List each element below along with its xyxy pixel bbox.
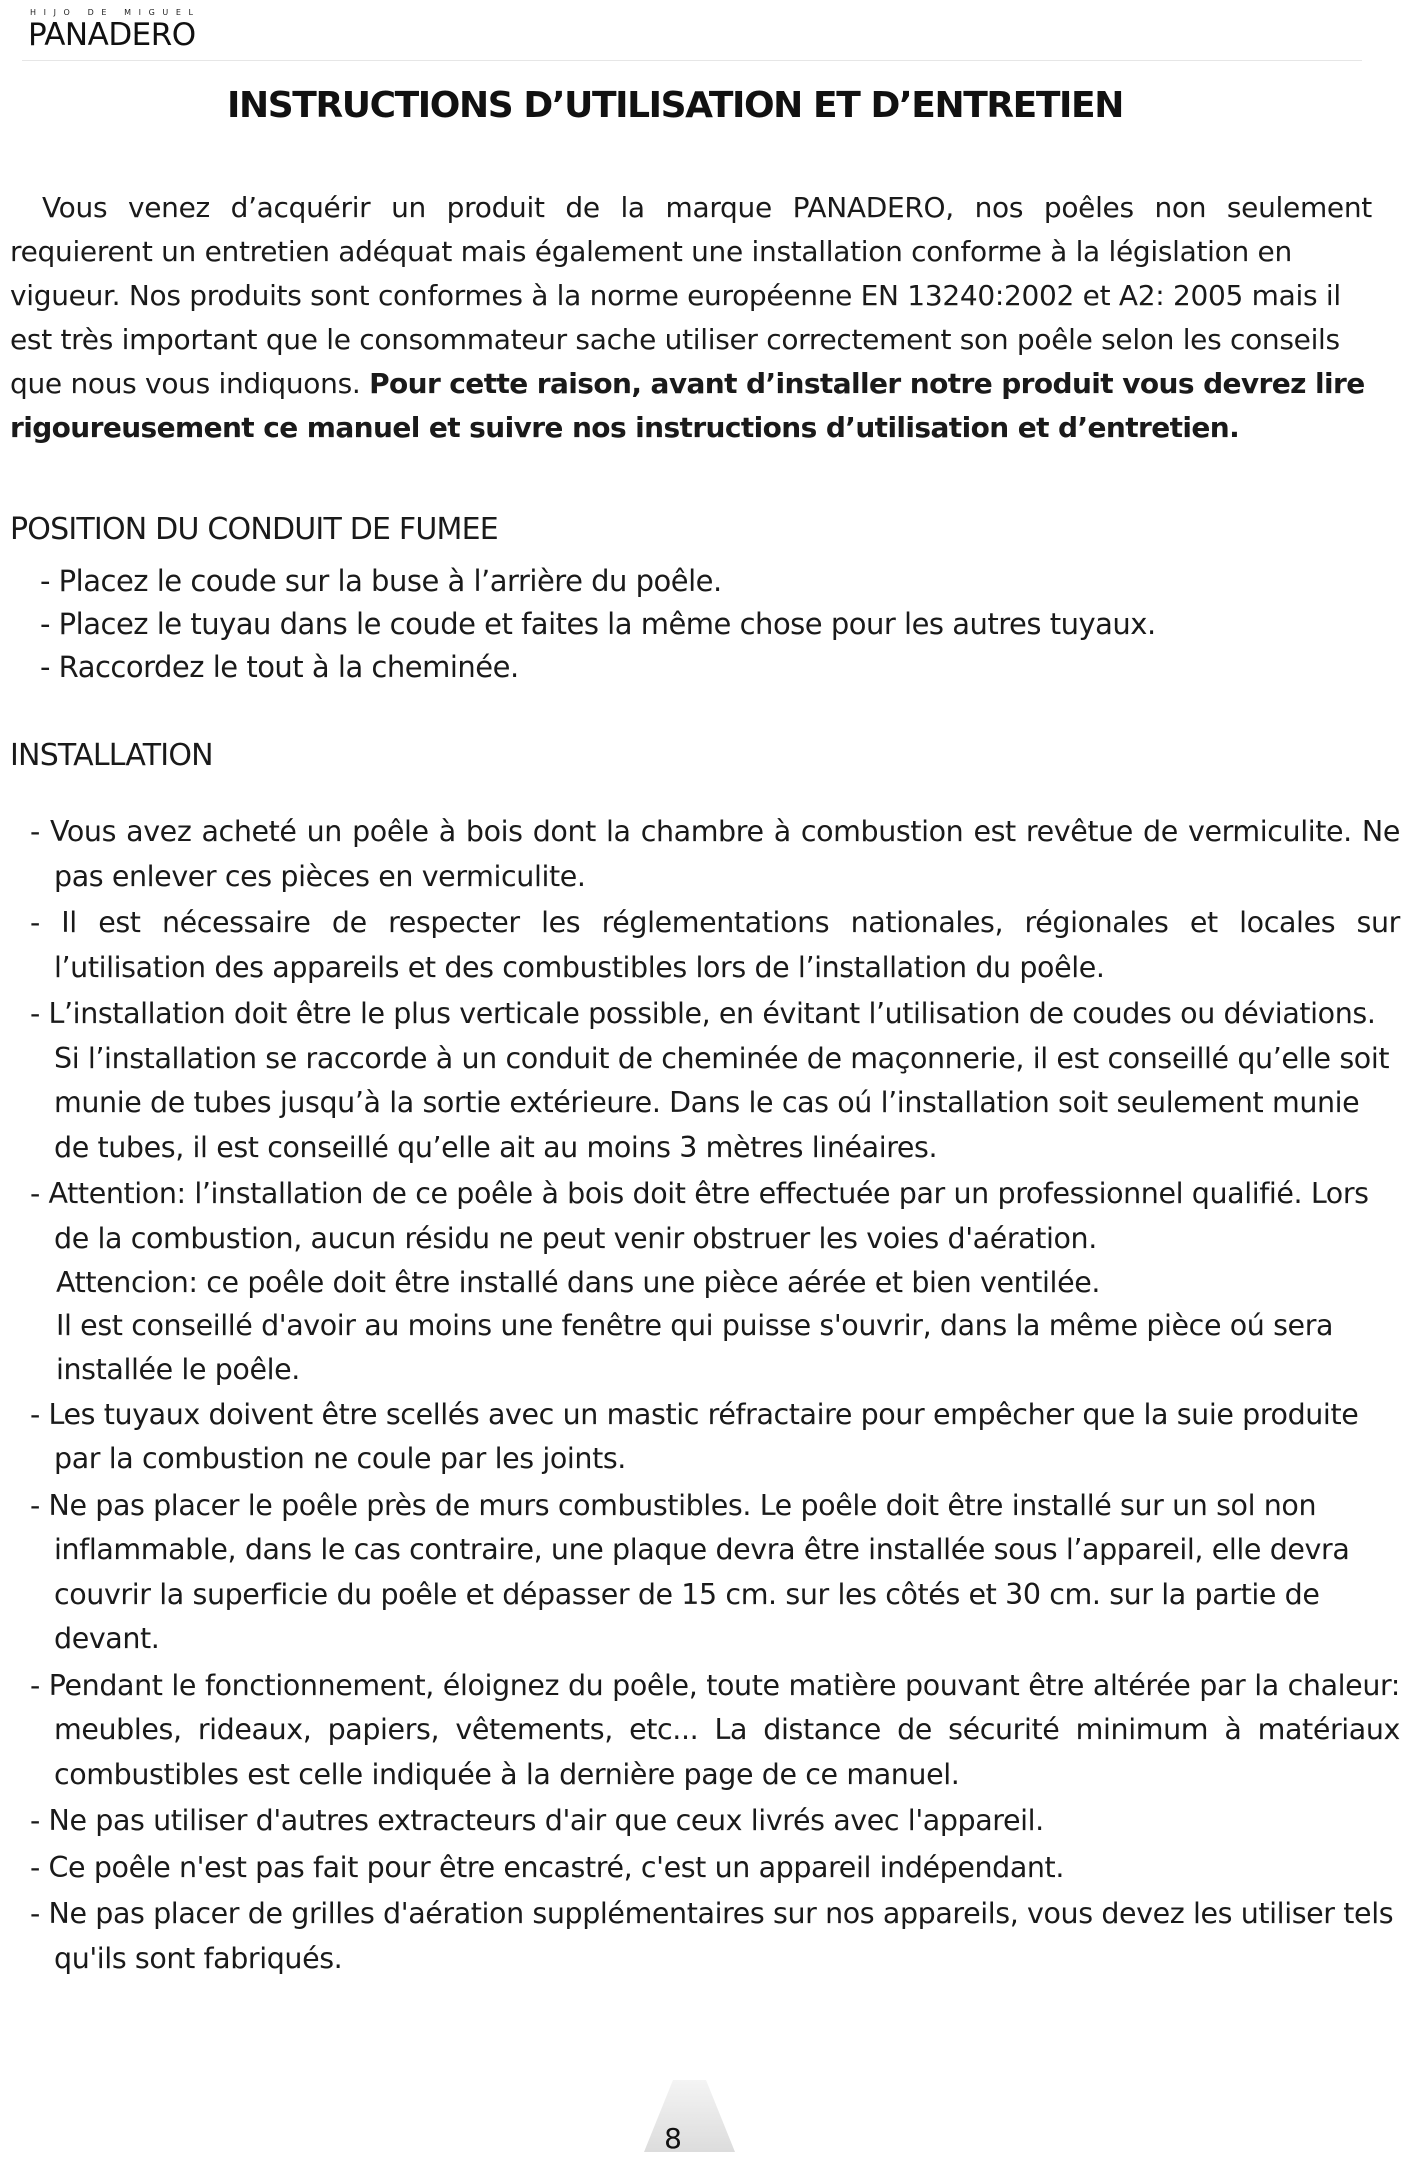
- position-list: [40, 560, 1360, 689]
- list-item: - Ce poêle n'est pas fait pour être encastré, c'est un appareil indépendant.: [30, 1850, 1064, 1884]
- intro-text: requierent un entretien adéquat mais également une installation conforme à la législation en vigueur. Nos produits sont conformes à la norme européenne EN 13240:2002 et A2: 2005 mais il est très important que le consommateur sache utiliser correctement son poêle selon les conseils que nous vous indiquons.: [10, 235, 1341, 400]
- list-item: Il est conseillé d'avoir au moins une fenêtre qui puisse s'ouvrir, dans la même pièce oú sera installée le poêle.: [56, 1308, 1334, 1386]
- intro-bold-text: Pour cette raison, avant d’installer notre produit vous devrez lire rigoureusement ce manuel et suivre nos instructions d’utilisation et d’entretien.: [10, 367, 1365, 444]
- page-title: INSTRUCTIONS D’UTILISATION ET D’ENTRETIEN: [227, 85, 1123, 126]
- list-item: - Raccordez le tout à la cheminée.: [40, 650, 519, 684]
- installation-list: [30, 810, 1400, 1983]
- header-divider: [22, 60, 1362, 61]
- brand-logo: [28, 8, 201, 52]
- list-item: - Ne pas placer le poêle près de murs combustibles. Le poêle doit être installé sur un sol non inflammable, dans le cas contraire, une plaque devra être installée sous l’appareil, elle devra couvrir la superficie du poêle et dépasser de 15 cm. sur les côtés et 30 cm. sur la partie de devant.: [30, 1488, 1350, 1655]
- list-item: - Pendant le fonctionnement, éloignez du poêle, toute matière pouvant être altérée par la chaleur: meubles, rideaux, papiers, vêtements, etc... La distance de sécurité minimum à matériaux combustibles est celle indiquée à la dernière page de ce manuel.: [30, 1668, 1400, 1791]
- list-item: - Vous avez acheté un poêle à bois dont la chambre à combustion est revêtue de vermiculite. Ne pas enlever ces pièces en vermiculite.: [30, 815, 1400, 893]
- section-heading-installation: INSTALLATION: [10, 738, 213, 773]
- list-item: - L’installation doit être le plus verticale possible, en évitant l’utilisation de coudes ou déviations. Si l’installation se raccorde à un conduit de cheminée de maçonnerie, il est conseillé qu’elle soit munie de tubes jusqu’à la sortie extérieure. Dans le cas oú l’installation soit seulement munie de tubes, il est conseillé qu’elle ait au moins 3 mètres linéaires.: [30, 997, 1390, 1164]
- list-item: - Placez le coude sur la buse à l’arrière du poêle.: [40, 564, 722, 598]
- list-item: - Attention: l’installation de ce poêle à bois doit être effectuée par un professionnel qualifié. Lors de la combustion, aucun résidu ne peut venir obstruer les voies d'aération.: [30, 1177, 1369, 1255]
- list-item: - Ne pas utiliser d'autres extracteurs d'air que ceux livrés avec l'appareil.: [30, 1804, 1044, 1837]
- section-heading-position: POSITION DU CONDUIT DE FUMEE: [10, 512, 498, 547]
- intro-first-line: Vous venez d’acquérir un produit de la marque PANADERO, nos poêles non seulement: [42, 191, 1372, 224]
- list-item: Attencion: ce poêle doit être installé dans une pièce aérée et bien ventilée.: [56, 1266, 1101, 1299]
- list-item: - Placez le tuyau dans le coude et faites la même chose pour les autres tuyaux.: [40, 607, 1156, 641]
- list-item: - Il est nécessaire de respecter les réglementations nationales, régionales et locales sur l’utilisation des appareils et des combustibles lors de l’installation du poêle.: [30, 906, 1400, 984]
- list-item: - Ne pas placer de grilles d'aération supplémentaires sur nos appareils, vous devez les utiliser tels qu'ils sont fabriqués.: [30, 1897, 1394, 1975]
- intro-paragraph: [10, 186, 1372, 450]
- page-number: 8: [664, 2122, 682, 2155]
- logo-wordmark: PANADERO: [28, 17, 196, 53]
- list-item: - Les tuyaux doivent être scellés avec un mastic réfractaire pour empêcher que la suie produite par la combustion ne coule par les joints.: [30, 1397, 1359, 1475]
- logo-tagline: HIJO DE MIGUEL: [30, 8, 201, 17]
